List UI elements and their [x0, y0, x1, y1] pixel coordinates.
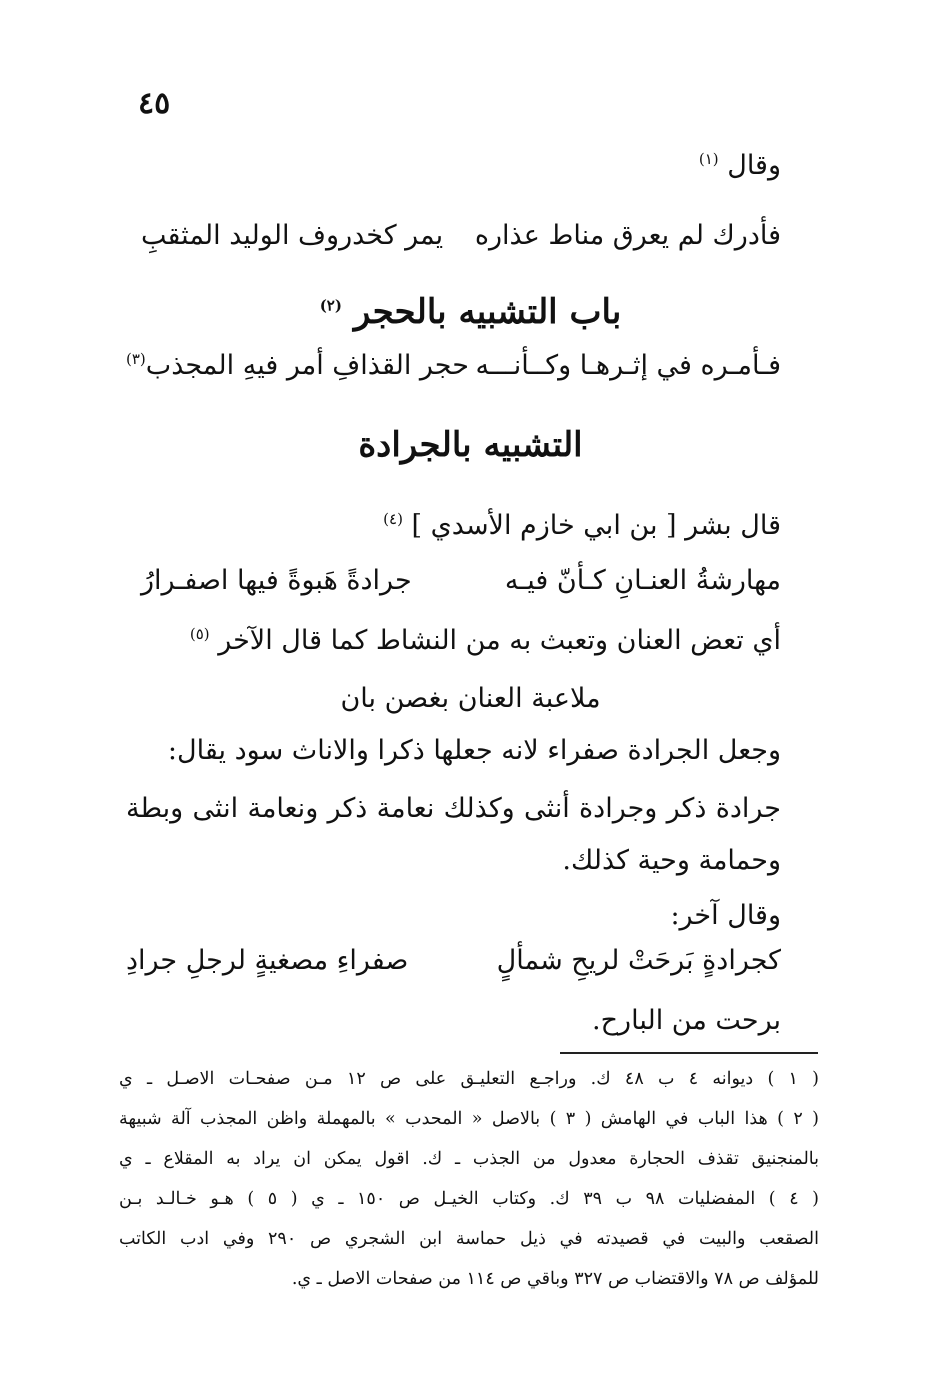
verse-3-second-hemistich: جرادةً هَبوةً فيها اصفـرارُ: [141, 565, 412, 596]
explanation-line-2: وجعل الجرادة صفراء لانه جعلها ذكرا والاناث سود يقال:: [167, 735, 781, 766]
verse-2-second-hemistich: [126, 350, 469, 381]
footnote-ref-3: (٣): [126, 350, 146, 368]
footnote-line: للمؤلف ص ٧٨ والاقتضاب ص ٣٢٧ وباقي ص ١١٤ من صفحات الاصل ـ ي.: [291, 1269, 819, 1289]
footnote-line: الصقعب والبيت في قصيدته في ذيل حماسة ابن الشجري ص ٢٩٠ وفي ادب الكاتب: [119, 1229, 819, 1249]
explanation-line-3b: وحمامة وحية كذلك.: [562, 845, 781, 876]
intro-line-3: وقال آخر:: [670, 900, 781, 931]
verse-2-first-hemistich: فـأمـره في إثـرهـا وكــأنـــه: [475, 350, 781, 381]
footnote-line: ( ٢ ) هذا الباب في الهامش ( ٣ ) بالاصل « المحدب » بالمهملة واظن المجذب آلة شبيهة: [119, 1109, 819, 1129]
verse-4-first-hemistich: كجرادةٍ بَرحَتْ لريحِ شمألٍ: [496, 945, 781, 976]
verse-2-second-text: حجر القذافِ أمر فيهِ المجذب: [145, 350, 469, 381]
intro-text-2: قال بشر [ بن ابي خازم الأسدي ]: [411, 510, 781, 541]
footnote-ref-4: (٤): [383, 510, 403, 528]
footnote-ref-2: (٢): [319, 296, 342, 315]
footnote-line: ( ٤ ) المفضليات ٩٨ ب ٣٩ ك. وكتاب الخيـل ص ١٥٠ ـ ي ( ٥ ) هـو خـالـد بـن: [119, 1189, 819, 1209]
section-heading-stone-text: باب التشبيه بالحجر: [353, 292, 622, 332]
footnote-separator: [560, 1052, 818, 1054]
quoted-hemistich: ملاعبة العنان بغصن بان: [340, 683, 601, 714]
verse-3: [141, 565, 781, 596]
section-heading-stone: [0, 292, 941, 332]
footnote-ref-5: (٥): [189, 625, 210, 643]
footnote-line: ( ١ ) ديوانه ٤ ب ٤٨ ك. وراجـع التعليـق على ص ١٢ مـن صفحـات الاصـل ـ ي: [119, 1069, 819, 1089]
intro-text-1: وقال: [727, 150, 781, 181]
intro-line-2: [383, 510, 781, 541]
explanation-line-1: [190, 625, 781, 656]
verse-4-second-hemistich: صفراءِ مصغيةٍ لرجلِ جرادِ: [126, 945, 409, 976]
verse-2: [126, 350, 781, 381]
verse-1-second-hemistich: يمر كخدروف الوليد المثقبِ: [141, 220, 444, 251]
verse-4: [126, 945, 781, 976]
footnote-ref-1: (١): [698, 150, 719, 168]
section-heading-locust: التشبيه بالجرادة: [358, 425, 583, 465]
verse-3-first-hemistich: مهارشةُ العنـانِ كـأنّ فيـه: [504, 565, 781, 596]
footnote-line: بالمنجنيق تقذف الحجارة معدول من الجذب ـ ك. اقول يمكن ان يراد به المقلاع ـ ي: [119, 1149, 819, 1169]
explanation-line-3a: جرادة ذكر وجرادة أنثى وكذلك نعامة ذكر ونعامة انثى وبطة: [126, 793, 781, 824]
intro-line-1: [699, 150, 781, 181]
explanation-line-4: برحت من البارح.: [592, 1005, 781, 1036]
page-number: ٤٥: [138, 86, 171, 121]
verse-1-first-hemistich: فأدرك لم يعرق مناط عذاره: [474, 220, 781, 251]
verse-1: [141, 220, 781, 251]
explanation-text-1: أي تعض العنان وتعبث به من النشاط كما قال الآخر: [218, 625, 781, 656]
